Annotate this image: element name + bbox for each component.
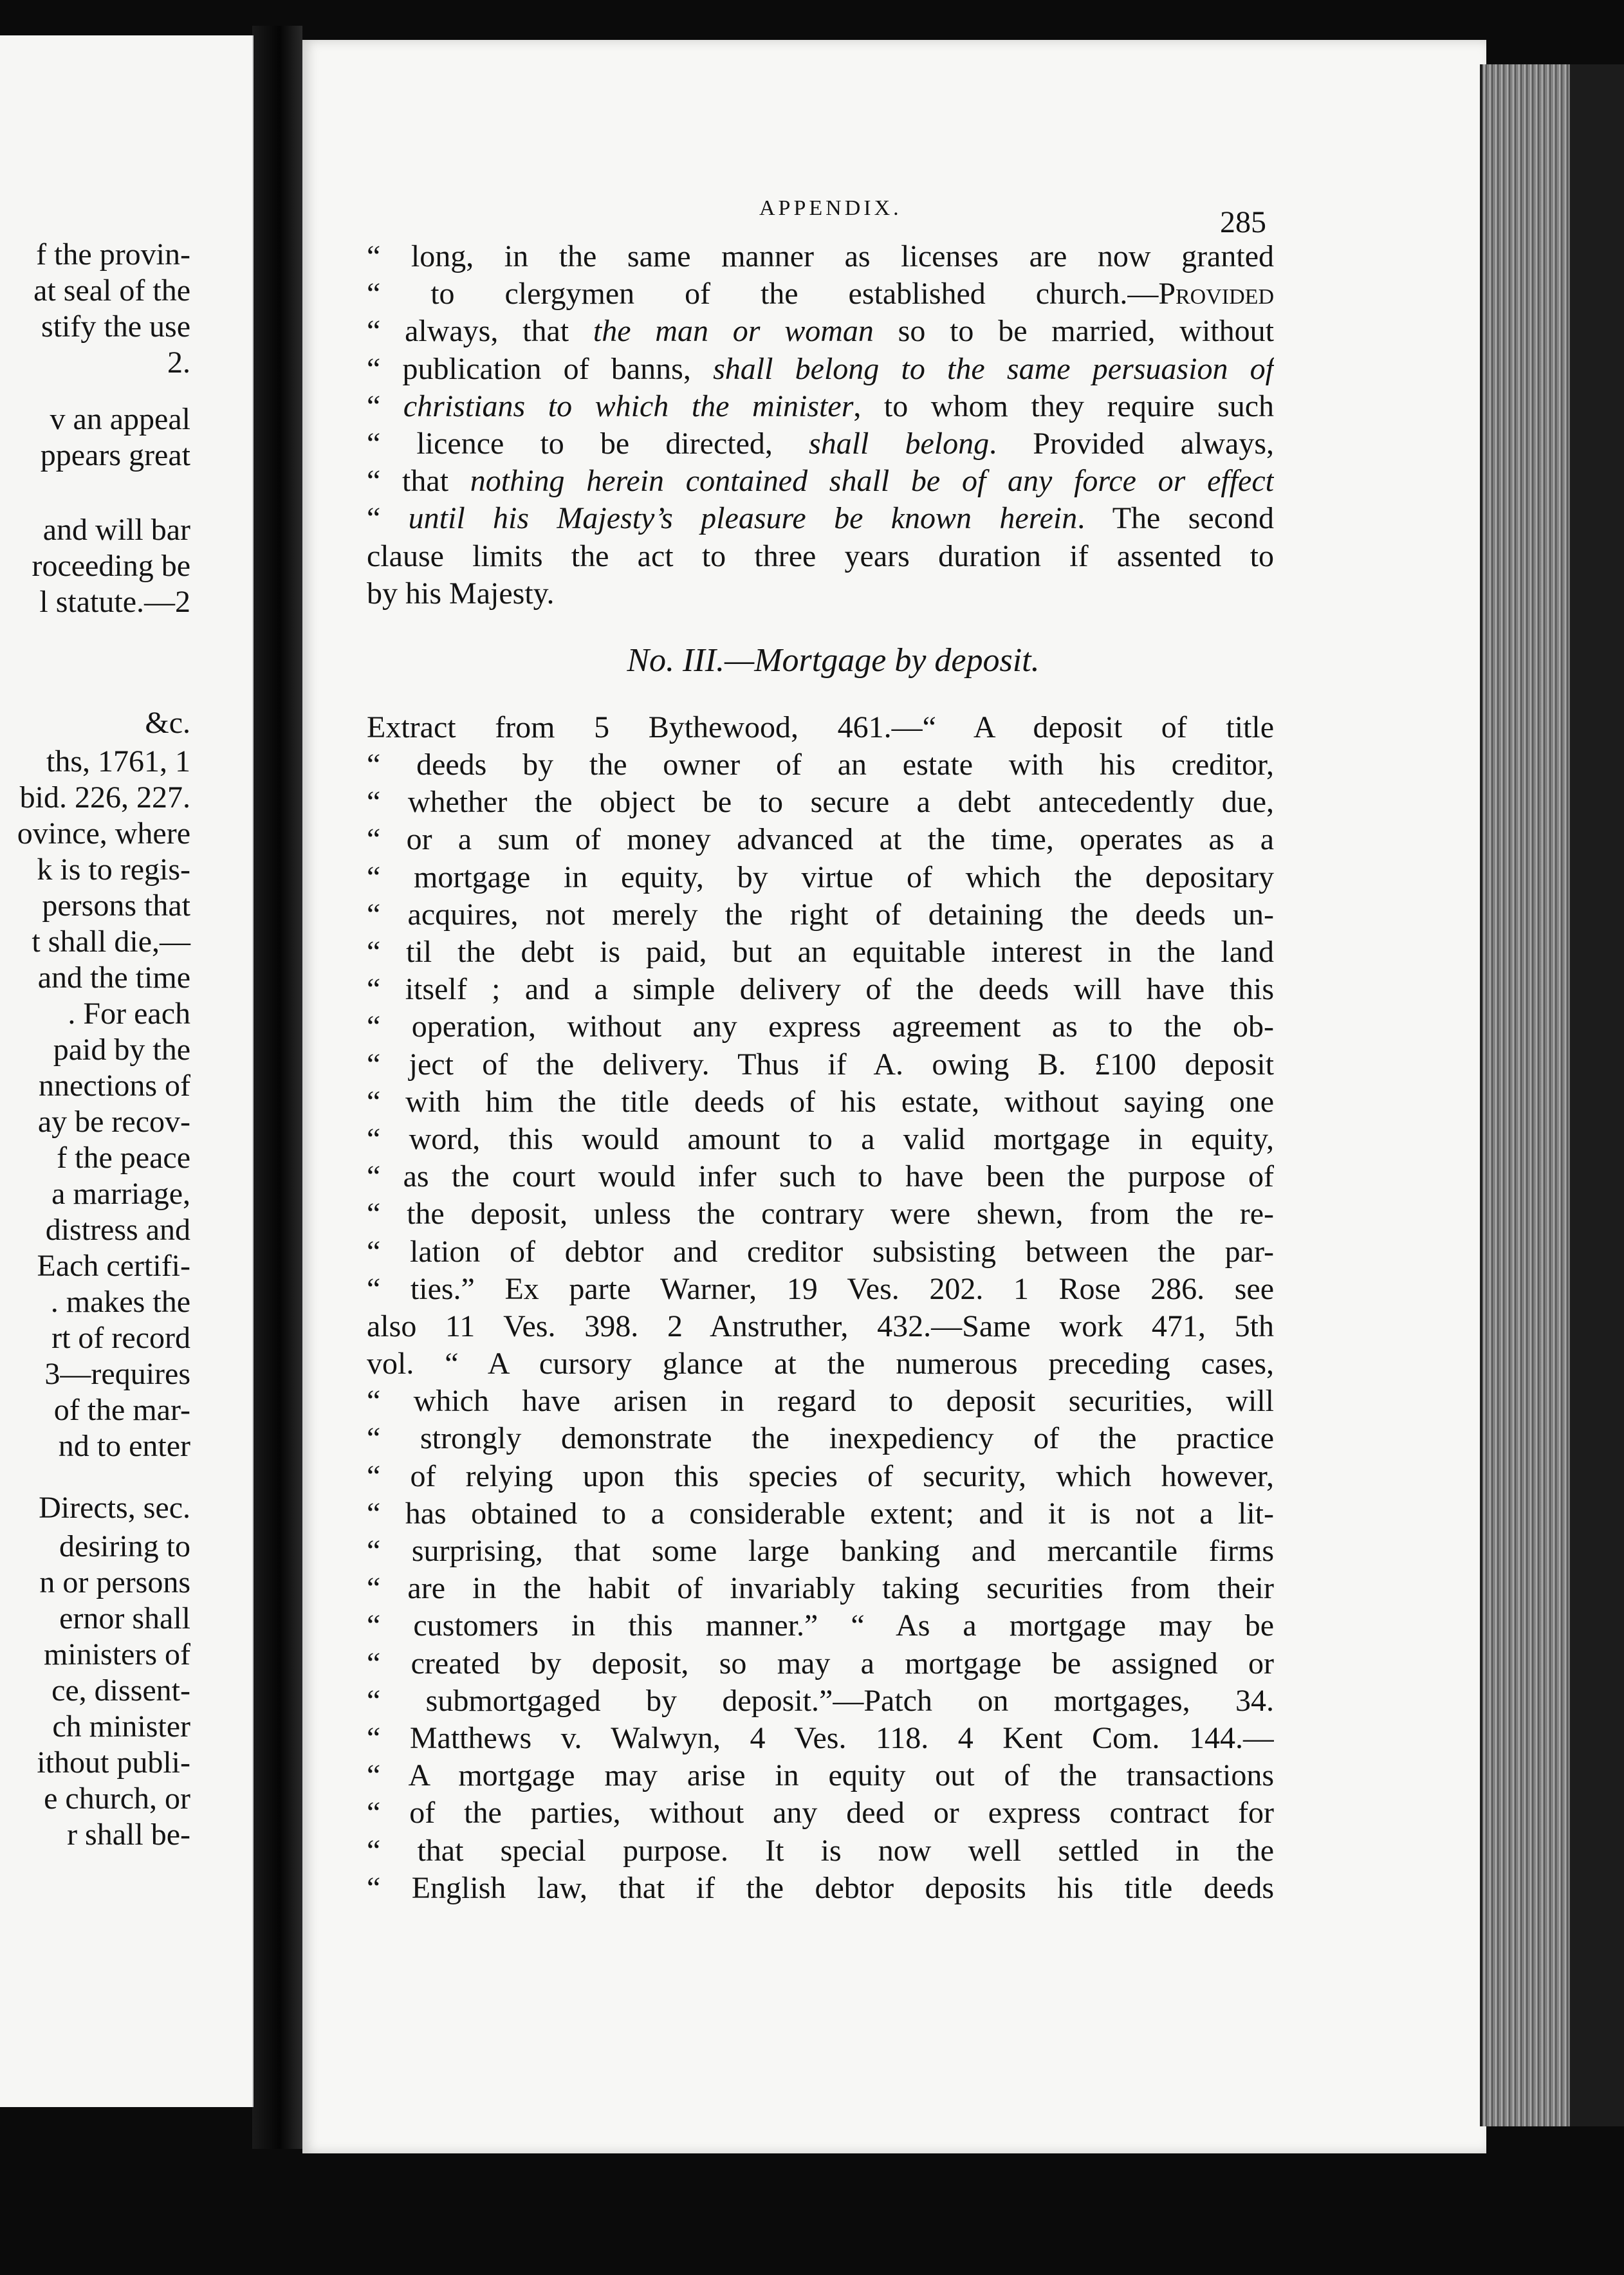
running-head: APPENDIX. (759, 196, 902, 220)
left-page-line: bid. 226, 227. (19, 780, 190, 815)
left-page-line: ch minister (52, 1709, 190, 1744)
text-line: “ deeds by the owner of an estate with his creditor, (367, 748, 1274, 782)
text-line: “ mortgage in equity, by virtue of which the depositary (367, 860, 1274, 894)
left-page-line: of the mar- (53, 1393, 190, 1427)
text-line: “ word, this would amount to a valid mortgage in equity, (367, 1121, 1274, 1156)
left-page-line: 2. (167, 345, 190, 380)
text-line: “ of the parties, without any deed or express contract for (367, 1796, 1274, 1830)
left-page-line: ce, dissent- (51, 1673, 190, 1708)
left-page (0, 35, 254, 2107)
left-page-line: e church, or (44, 1782, 190, 1816)
text-line: “ until his Majesty’s pleasure be known herein. The second (367, 501, 1274, 536)
left-page-line: at seal of the (33, 273, 190, 308)
left-page-line: ithout publi- (37, 1745, 190, 1780)
left-page-line: . makes the (50, 1285, 190, 1319)
book-edge (1570, 64, 1624, 2126)
left-page-line: and will bar (42, 513, 190, 547)
section-heading: No. III.—Mortgage by deposit. (627, 641, 1040, 679)
left-page-line: ths, 1761, 1 (46, 744, 190, 778)
left-page-line: persons that (42, 889, 190, 923)
text-line: “ always, that the man or woman so to be married, without (367, 314, 1274, 349)
left-page-line: ay be recov- (37, 1105, 190, 1139)
text-line: “ licence to be directed, shall belong. Provided always, (367, 426, 1274, 461)
text-line: “ A mortgage may arise in equity out of the transactions (367, 1758, 1274, 1793)
text-line: “ customers in this manner.” “ As a mortgage may be (367, 1608, 1274, 1643)
text-line: “ itself ; and a simple delivery of the deeds will have this (367, 972, 1274, 1007)
text-line: “ long, in the same manner as licenses are now granted (367, 239, 1274, 273)
left-page-line: ministers of (44, 1637, 190, 1672)
paragraph-act-clause (367, 238, 1274, 612)
left-page-line: r shall be- (67, 1818, 190, 1852)
page-edges (1480, 64, 1573, 2126)
left-page-line: nnections of (39, 1069, 190, 1103)
page-number: 285 (1220, 205, 1266, 239)
left-page-line: Directs, sec. (39, 1491, 190, 1525)
left-page-line: paid by the (53, 1033, 190, 1067)
text-line: by his Majesty. (367, 576, 555, 611)
left-page-line: Each certifi- (37, 1249, 190, 1283)
text-line: “ or a sum of money advanced at the time, operates as a (367, 822, 1274, 857)
left-page-line: rt of record (51, 1321, 190, 1355)
text-line: “ publication of banns, shall belong to the same persuasion of (367, 351, 1274, 386)
left-page-line: distress and (45, 1213, 190, 1247)
text-line: “ to clergymen of the established church.—Provided (367, 277, 1274, 311)
text-line: “ with him the title deeds of his estate, without saying one (367, 1084, 1274, 1119)
left-page-line: l statute.—2 (39, 585, 190, 619)
text-line: “ Matthews v. Walwyn, 4 Ves. 118. 4 Kent Com. 144.— (367, 1720, 1274, 1755)
text-line: “ which have arisen in regard to deposit securities, will (367, 1384, 1274, 1419)
left-page-line: ovince, where (17, 816, 190, 851)
text-line: “ christians to which the minister, to whom they require such (367, 389, 1274, 423)
left-page-line: n or persons (39, 1565, 190, 1599)
left-page-line: t shall die,— (32, 925, 190, 959)
left-page-line: a marriage, (51, 1177, 190, 1211)
left-page-line: desiring to (59, 1529, 190, 1563)
left-page-line: nd to enter (58, 1429, 190, 1463)
text-line: “ operation, without any express agreement as to the ob- (367, 1009, 1274, 1044)
left-page-line: ppears great (40, 438, 190, 472)
text-line: also 11 Ves. 398. 2 Anstruther, 432.—Same work 471, 5th (367, 1309, 1274, 1343)
text-line: “ acquires, not merely the right of detaining the deeds un- (367, 897, 1274, 932)
text-line: “ whether the object be to secure a debt antecedently due, (367, 785, 1274, 820)
text-line: Extract from 5 Bythewood, 461.—“ A deposit of title (367, 710, 1274, 744)
text-line: “ created by deposit, so may a mortgage be assigned or (367, 1646, 1274, 1681)
text-line: “ til the debt is paid, but an equitable interest in the land (367, 935, 1274, 969)
text-line: “ strongly demonstrate the inexpediency of the practice (367, 1421, 1274, 1456)
text-line: “ ject of the delivery. Thus if A. owing B. £100 deposit (367, 1047, 1274, 1082)
left-page-line: ernor shall (59, 1601, 190, 1635)
text-line: “ that nothing herein contained shall be of any force or effect (367, 464, 1274, 499)
text-line: “ has obtained to a considerable extent; and it is not a lit- (367, 1496, 1274, 1531)
text-line: “ ties.” Ex parte Warner, 19 Ves. 202. 1 Rose 286. see (367, 1271, 1274, 1306)
text-line: “ as the court would infer such to have been the purpose of (367, 1159, 1274, 1194)
text-line: “ that special purpose. It is now well settled in the (367, 1833, 1274, 1868)
text-line: clause limits the act to three years duration if assented to (367, 539, 1274, 573)
text-line: “ of relying upon this species of security, which however, (367, 1459, 1274, 1493)
text-line: vol. “ A cursory glance at the numerous preceding cases, (367, 1347, 1274, 1381)
text-line: “ lation of debtor and creditor subsisting between the par- (367, 1234, 1274, 1269)
body-text (367, 238, 1274, 1907)
text-line: “ are in the habit of invariably taking securities from their (367, 1571, 1274, 1606)
left-page-line: roceeding be (32, 549, 190, 583)
left-page-line: f the provin- (36, 237, 190, 272)
left-page-line: f the peace (57, 1141, 190, 1175)
left-page-line: &c. (145, 706, 190, 740)
left-page-line: stify the use (41, 309, 190, 344)
paragraph-mortgage-by-deposit (367, 709, 1274, 1907)
left-page-line: and the time (37, 961, 190, 995)
left-page-line: v an appeal (50, 402, 190, 436)
left-page-line: . For each (68, 997, 190, 1031)
left-page-line: 3—requires (44, 1357, 190, 1391)
text-line: “ English law, that if the debtor deposits his title deeds (367, 1870, 1274, 1905)
left-page-line: k is to regis- (37, 852, 190, 887)
book-gutter (252, 26, 302, 2149)
text-line: “ submortgaged by deposit.”—Patch on mortgages, 34. (367, 1683, 1274, 1718)
text-line: “ the deposit, unless the contrary were shewn, from the re- (367, 1197, 1274, 1231)
text-line: “ surprising, that some large banking and mercantile firms (367, 1534, 1274, 1568)
